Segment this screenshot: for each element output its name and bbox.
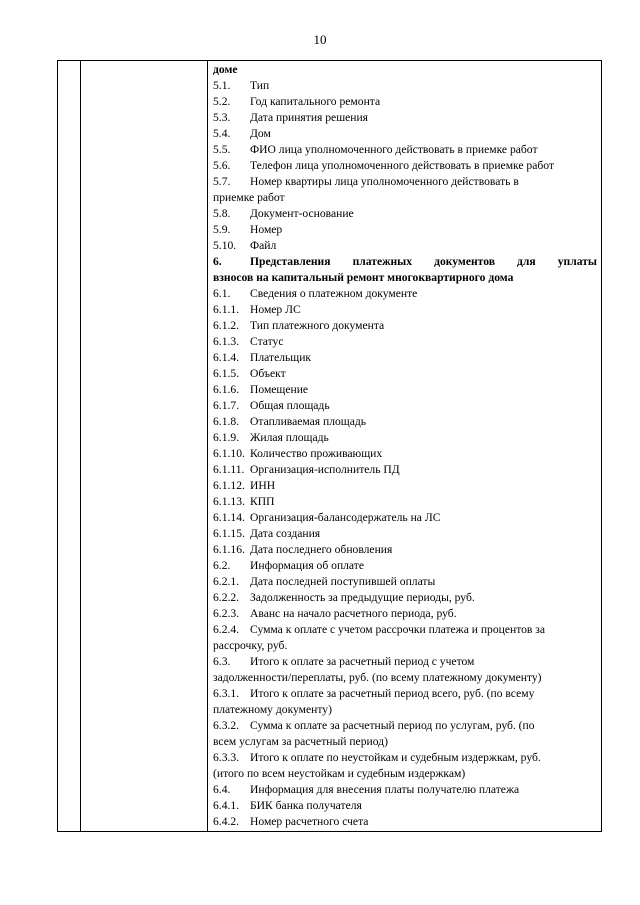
list-item xyxy=(213,382,597,398)
section-heading-line1 xyxy=(213,254,597,270)
item-text: Информация для внесения платы получателю платежа xyxy=(250,783,520,796)
item-text: задолженности/переплаты, руб. (по всему платежному документу) xyxy=(213,671,542,684)
list-item xyxy=(213,750,597,766)
item-text: Тип платежного документа xyxy=(250,319,385,332)
item-number: 5.1. xyxy=(213,79,231,92)
item-text: Сумма к оплате с учетом рассрочки платежа и процентов за xyxy=(250,623,546,636)
item-text: Помещение xyxy=(250,383,309,396)
item-number: 6.3.2. xyxy=(213,719,240,732)
item-number: 6.1.2. xyxy=(213,319,240,332)
item-text: ИНН xyxy=(250,479,276,492)
list-item xyxy=(213,638,597,654)
item-text: Дом xyxy=(250,127,271,140)
list-item xyxy=(213,526,597,542)
item-text: Дата последней поступившей оплаты xyxy=(250,575,436,588)
list-item xyxy=(213,302,597,318)
item-text: Плательщик xyxy=(250,351,312,364)
item-number: 6.1.11. xyxy=(213,463,245,476)
item-text: Задолженность за предыдущие периоды, руб. xyxy=(250,591,475,604)
column-divider xyxy=(207,61,208,831)
item-number: 6.3.1. xyxy=(213,687,240,700)
item-text: приемке работ xyxy=(213,191,285,204)
section-title-part2: взносов на капитальный ремонт многоквартирного дома xyxy=(213,271,514,284)
list-item xyxy=(213,142,597,158)
list-item xyxy=(213,670,597,686)
item-number: 6.1.7. xyxy=(213,399,240,412)
page-number: 10 xyxy=(313,32,327,47)
item-text: Дата принятия решения xyxy=(250,111,369,124)
list-item xyxy=(213,510,597,526)
item-text: всем услугам за расчетный период) xyxy=(213,735,388,748)
list-item xyxy=(213,94,597,110)
item-text: (итого по всем неустойкам и судебным издержкам) xyxy=(213,767,466,780)
item-text: Файл xyxy=(250,239,277,252)
list-item xyxy=(213,430,597,446)
item-number: 5.2. xyxy=(213,95,231,108)
list-item xyxy=(213,206,597,222)
item-text: рассрочку, руб. xyxy=(213,639,288,652)
item-number: 6.4.1. xyxy=(213,799,240,812)
list-item xyxy=(213,590,597,606)
list-item xyxy=(213,366,597,382)
item-text: Номер квартиры лица уполномоченного действовать в xyxy=(250,175,519,188)
list-item xyxy=(213,398,597,414)
list-item xyxy=(213,702,597,718)
list-item xyxy=(213,494,597,510)
item-number: 5.3. xyxy=(213,111,231,124)
list-item xyxy=(213,686,597,702)
item-number: 6.3.3. xyxy=(213,751,240,764)
item-number: 6.1.8. xyxy=(213,415,240,428)
list-item xyxy=(213,334,597,350)
column-divider xyxy=(80,61,81,831)
item-text: Количество проживающих xyxy=(250,447,383,460)
list-item xyxy=(213,222,597,238)
list-item xyxy=(213,654,597,670)
item-text: Жилая площадь xyxy=(250,431,329,444)
item-number: 5.4. xyxy=(213,127,231,140)
item-text: Организация-балансодержатель на ЛС xyxy=(250,511,441,524)
item-text: Отапливаемая площадь xyxy=(250,415,367,428)
item-number: 6.2.2. xyxy=(213,591,240,604)
item-number: 6.1.15. xyxy=(213,527,245,540)
list-item xyxy=(213,718,597,734)
item-text: Документ-основание xyxy=(250,207,354,220)
list-item xyxy=(213,558,597,574)
item-number: 6.1.4. xyxy=(213,351,240,364)
list-item xyxy=(213,798,597,814)
item-number: 6.4. xyxy=(213,783,231,796)
list-item xyxy=(213,462,597,478)
item-text: Итого к оплате по неустойкам и судебным издержкам, руб. xyxy=(250,751,541,764)
item-number: 6.1.16. xyxy=(213,543,245,556)
list-item xyxy=(213,350,597,366)
continuation-text: доме xyxy=(213,63,238,76)
item-number: 6.2.1. xyxy=(213,575,240,588)
item-number: 5.9. xyxy=(213,223,231,236)
item-text: Итого к оплате за расчетный период всего, руб. (по всему xyxy=(250,687,535,700)
item-number: 6.1.3. xyxy=(213,335,240,348)
list-item xyxy=(213,126,597,142)
item-number: 5.5. xyxy=(213,143,231,156)
item-text: Номер ЛС xyxy=(250,303,301,316)
item-text: Информация об оплате xyxy=(250,559,364,572)
list-item xyxy=(213,814,597,830)
list-item xyxy=(213,606,597,622)
item-number: 5.7. xyxy=(213,175,231,188)
list-item xyxy=(213,78,597,94)
list-item xyxy=(213,174,597,190)
item-text: Сведения о платежном документе xyxy=(250,287,418,300)
section-number: 6. xyxy=(213,255,222,268)
content-cell xyxy=(213,62,597,830)
item-text: Статус xyxy=(250,335,284,348)
item-number: 6.1.5. xyxy=(213,367,240,380)
list-item xyxy=(213,734,597,750)
list-item xyxy=(213,478,597,494)
item-number: 6.1.14. xyxy=(213,511,245,524)
item-text: Телефон лица уполномоченного действовать в приемке работ xyxy=(250,159,554,172)
item-text: Дата создания xyxy=(250,527,321,540)
section-title-part1: Представления платежных документов для уплаты xyxy=(250,255,597,268)
item-number: 6.1.6. xyxy=(213,383,240,396)
item-number: 5.6. xyxy=(213,159,231,172)
item-number: 6.2.4. xyxy=(213,623,240,636)
item-text: ФИО лица уполномоченного действовать в приемке работ xyxy=(250,143,538,156)
item-number: 5.10. xyxy=(213,239,237,252)
section-6-heading xyxy=(213,254,597,286)
item-text: Аванс на начало расчетного периода, руб. xyxy=(250,607,457,620)
section-6-list xyxy=(213,286,597,830)
item-text: КПП xyxy=(250,495,275,508)
item-text: БИК банка получателя xyxy=(250,799,362,812)
item-number: 6.1. xyxy=(213,287,231,300)
list-item xyxy=(213,446,597,462)
list-item xyxy=(213,542,597,558)
item-number: 6.1.12. xyxy=(213,479,245,492)
item-text: Объект xyxy=(250,367,286,380)
item-number: 5.8. xyxy=(213,207,231,220)
list-item xyxy=(213,286,597,302)
list-item xyxy=(213,414,597,430)
item-text: Сумма к оплате за расчетный период по услугам, руб. (по xyxy=(250,719,535,732)
item-number: 6.1.9. xyxy=(213,431,240,444)
item-number: 6.4.2. xyxy=(213,815,240,828)
item-number: 6.3. xyxy=(213,655,231,668)
section-5-list xyxy=(213,78,597,254)
item-text: платежному документу) xyxy=(213,703,332,716)
item-number: 6.2. xyxy=(213,559,231,572)
item-text: Общая площадь xyxy=(250,399,330,412)
list-item xyxy=(213,574,597,590)
list-item xyxy=(213,622,597,638)
list-item xyxy=(213,110,597,126)
item-number: 6.2.3. xyxy=(213,607,240,620)
list-item xyxy=(213,238,597,254)
item-text: Дата последнего обновления xyxy=(250,543,393,556)
list-item xyxy=(213,158,597,174)
item-text: Номер xyxy=(250,223,283,236)
list-item xyxy=(213,190,597,206)
list-item xyxy=(213,782,597,798)
item-text: Тип xyxy=(250,79,270,92)
item-number: 6.1.1. xyxy=(213,303,240,316)
list-item xyxy=(213,318,597,334)
item-text: Итого к оплате за расчетный период с учетом xyxy=(250,655,475,668)
item-text: Организация-исполнитель ПД xyxy=(250,463,400,476)
item-text: Год капитального ремонта xyxy=(250,95,381,108)
document-table xyxy=(57,60,602,832)
list-item xyxy=(213,766,597,782)
item-text: Номер расчетного счета xyxy=(250,815,369,828)
item-number: 6.1.13. xyxy=(213,495,245,508)
item-number: 6.1.10. xyxy=(213,447,245,460)
